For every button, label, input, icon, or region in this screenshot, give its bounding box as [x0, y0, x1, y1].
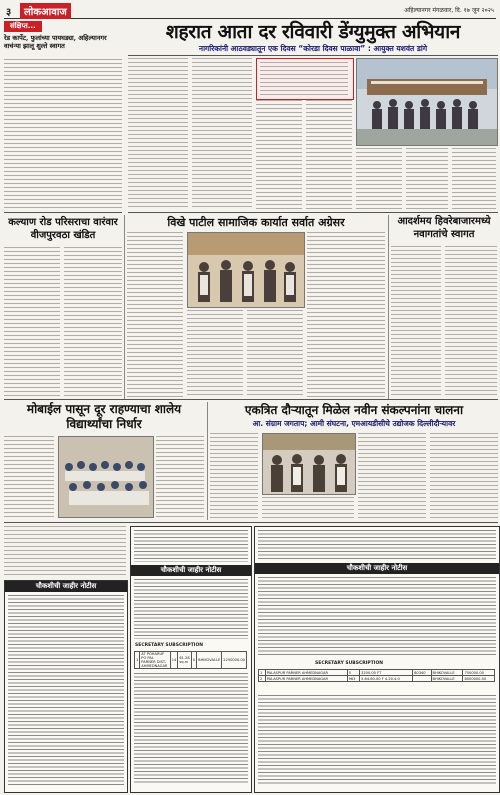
- vikhe-patil-col3: [247, 310, 303, 397]
- notice-middle: [130, 526, 252, 793]
- notice-title: चौकशीची जाहीर नोटीस: [255, 563, 499, 574]
- divider: [128, 55, 498, 56]
- table-cell: 5.64.60.00 F 4.20.4.0: [360, 676, 413, 682]
- table-cell: 750000.00: [463, 670, 495, 676]
- subscription-label: SECRETARY SUBSCRIPTION: [135, 643, 204, 648]
- notice-left: [4, 580, 128, 793]
- brief-label: संक्षिप्त...: [4, 21, 42, 32]
- table-cell: 14: [170, 652, 178, 669]
- lead-body-col2: [192, 58, 252, 210]
- table-cell: 1: [135, 652, 140, 669]
- sangram-col1: [210, 433, 258, 520]
- notice-title: चौकशीची जाहीर नोटीस: [131, 565, 251, 576]
- table-cell: AT POHARUF PO PAL PARNER DIST-AHMEDNAGAR: [140, 652, 170, 669]
- vikhe-patil-col4: [307, 232, 385, 397]
- sangram-photo: [262, 433, 356, 495]
- kalyan-road-col1: [4, 247, 60, 397]
- notice-title: चौकशीची जाहीर नोटीस: [5, 581, 127, 592]
- sangram-subheadline: आ. संग्राम जगताप; आमी संघटना, एमआयडीसीचे उद्योजक दिल्लीदौऱ्यावर: [252, 419, 456, 428]
- small-ad-text: [4, 526, 126, 576]
- column-rule: [124, 215, 125, 399]
- adarsh-col1: [391, 246, 441, 397]
- notice-left-text: [8, 595, 124, 785]
- lead-body-col3: [256, 100, 302, 210]
- table-cell: 80340: [413, 670, 431, 676]
- table-cell: PALASPUR PARNER AHMEDNAGAR: [265, 676, 347, 682]
- sangram-col3: [358, 433, 426, 520]
- sangram-photo-image: [263, 434, 355, 494]
- sangram-col4: [430, 433, 498, 520]
- lead-body-col4: [306, 100, 352, 210]
- vikhe-patil-headline: विखे पाटील सामाजिक कार्यात सर्वात अग्रेसर: [167, 216, 345, 229]
- table-cell: BHIKOVALLE: [431, 670, 463, 676]
- table-cell: PALASPUR PARNER AHMEDNAGAR: [265, 670, 347, 676]
- table-cell: 963: [347, 676, 360, 682]
- divider: [4, 212, 122, 213]
- page-number: ३: [6, 7, 12, 18]
- table-cell: [413, 676, 431, 682]
- table-row: [259, 676, 495, 682]
- lead-subheadline: नागरिकांनी आठवड्यातून एक दिवस “कोरडा दिवस पाळावा” : आयुक्त यशवंत डांगे: [198, 44, 428, 53]
- dateline: अहिल्यानगर मंगळवार, दि. १७ जून २०२५: [404, 7, 494, 14]
- notice-right-table: [258, 669, 495, 682]
- brief-section: [4, 21, 121, 33]
- divider: [4, 399, 498, 400]
- notice-right-text: [258, 577, 496, 657]
- table-cell: 2: [259, 676, 266, 682]
- table-cell: 8000000.00: [463, 676, 495, 682]
- notice-middle-text: [134, 579, 248, 639]
- brief-headline: रेड कार्पेट, फुलांच्या पायघड्या, अहिल्यानगर वाचंन्या झालू शुल्ते स्वागत: [4, 34, 107, 50]
- sangram-headline: एकत्रित दौऱ्यातून मिळेल नवीन संकल्पनांना चालना: [244, 403, 464, 417]
- mobile-headline: मोबाईल पासून दूर राहण्याचा शालेय विद्यार्थ्यांचा निर्धार: [26, 402, 182, 431]
- adarsh-headline: आदर्शमय हिवरेबाजारमध्ये नवागतांचे स्वागत: [397, 216, 491, 240]
- table-cell: 0: [191, 652, 196, 669]
- table-row: [135, 652, 247, 669]
- table-cell: BHIKOVALLE: [197, 652, 222, 669]
- lead-photo: [356, 58, 498, 146]
- table-cell: 61.28 sq.m: [178, 652, 192, 669]
- vikhe-patil-col1: [127, 232, 183, 397]
- lead-headline: शहरात आता दर रविवारी डेंग्युमुक्त अभियान: [165, 21, 461, 43]
- vikhe-patil-photo: [187, 232, 305, 308]
- divider: [4, 522, 498, 523]
- table-cell: 3200.00 FT: [360, 670, 413, 676]
- table-cell: 1: [259, 670, 266, 676]
- lead-body-col6: [406, 148, 448, 210]
- subscription-label: SECRETARY SUBSCRIPTION: [315, 661, 384, 666]
- kalyan-road-headline: कल्याण रोड परिसराचा वारंवार वीजपुरवठा खंडित: [8, 217, 118, 241]
- adarsh-col2: [445, 246, 497, 397]
- column-rule: [207, 402, 208, 520]
- lead-body-col7: [452, 148, 496, 210]
- sangram-col2: [262, 497, 354, 520]
- lead-photo-image: [357, 59, 497, 145]
- table-cell: BHIKOVALLE: [431, 676, 463, 682]
- lead-body-col5: [356, 148, 402, 210]
- divider: [128, 212, 498, 213]
- lead-body-col1: [128, 58, 188, 210]
- notice-right-footer: [258, 695, 496, 785]
- masthead: [4, 3, 496, 19]
- notice-middle-intro: [134, 530, 248, 562]
- mobile-col1: [4, 436, 54, 520]
- paper-logo: लोकआवाज: [20, 3, 71, 19]
- notice-middle-footer: [134, 673, 248, 785]
- notice-right-intro: [258, 530, 496, 560]
- kalyan-road-col2: [64, 247, 122, 397]
- lead-highlight-box: [256, 58, 354, 100]
- mobile-col2: [156, 436, 204, 520]
- table-cell: 5: [347, 670, 360, 676]
- vikhe-patil-photo-image: [188, 233, 304, 307]
- brief-body-text: [4, 59, 122, 211]
- vikhe-patil-col2: [187, 310, 243, 397]
- column-rule: [388, 215, 389, 399]
- mobile-photo: [58, 436, 154, 518]
- notice-middle-table: [134, 651, 247, 669]
- mobile-photo-image: [59, 437, 153, 517]
- lead-highlight-text: [260, 62, 348, 96]
- notice-right: [254, 526, 500, 793]
- table-cell: 2250000.00: [222, 652, 247, 669]
